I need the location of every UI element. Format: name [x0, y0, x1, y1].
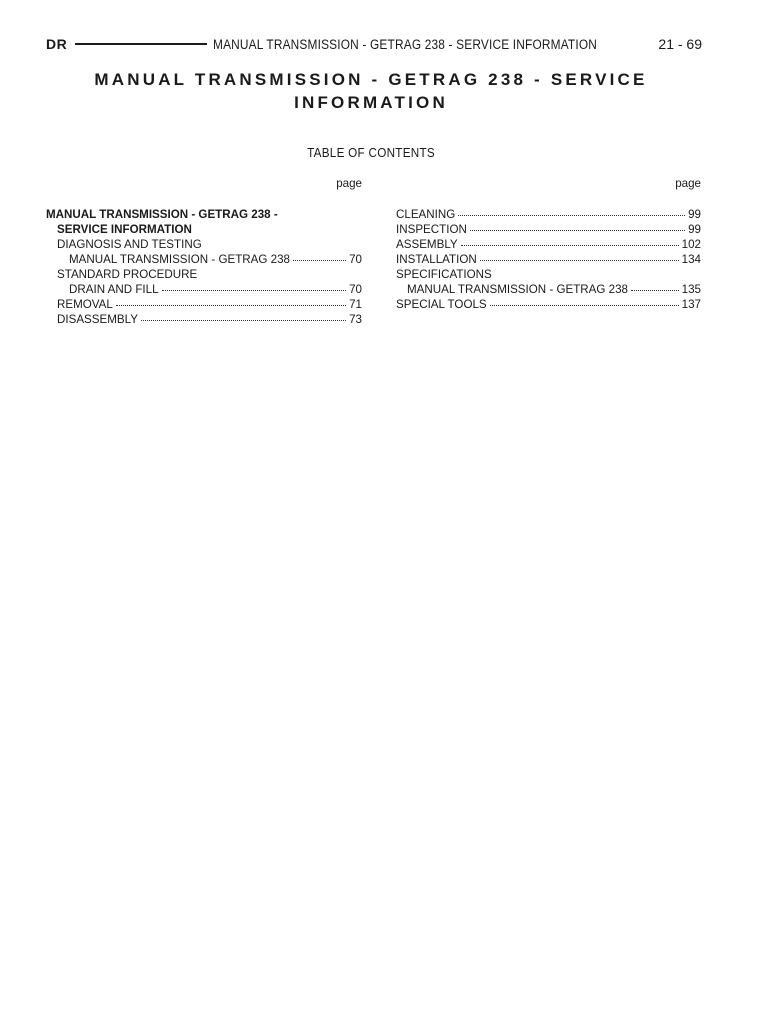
- toc-left-list: [46, 207, 362, 327]
- toc-entry-label: CLEANING: [396, 208, 456, 221]
- toc-entry-page: 70: [349, 283, 362, 296]
- dot-leader: [470, 230, 685, 231]
- toc-entry-page: 102: [681, 238, 701, 251]
- dot-leader: [293, 260, 346, 261]
- toc-entry-label: MANUAL TRANSMISSION - GETRAG 238: [69, 253, 290, 266]
- header-rule: [75, 43, 207, 45]
- toc-entry-label: DIAGNOSIS AND TESTING: [57, 238, 202, 251]
- toc-left-column: [46, 176, 362, 327]
- toc-entry-label: INSPECTION: [396, 223, 467, 236]
- section-code: DR: [46, 36, 68, 52]
- toc-entry-page: 71: [349, 298, 362, 311]
- toc-entry-page: 70: [349, 253, 362, 266]
- page-number: 21 - 69: [658, 36, 702, 52]
- toc-heading: [0, 145, 742, 160]
- toc-entry-page: 99: [688, 208, 701, 221]
- dot-leader: [631, 290, 679, 291]
- toc-entry-page: 73: [349, 313, 362, 326]
- toc-entry-label: SPECIFICATIONS: [396, 268, 492, 281]
- toc-right-column: [396, 176, 701, 312]
- page-title: [0, 68, 742, 114]
- toc-entry[interactable]: [46, 237, 362, 252]
- page-title-line-1: MANUAL TRANSMISSION - GETRAG 238 - SERVICE: [94, 70, 648, 89]
- dot-leader: [461, 245, 679, 246]
- toc-entry[interactable]: [46, 207, 362, 222]
- toc-entry-label: SPECIAL TOOLS: [396, 298, 487, 311]
- toc-entry-label: MANUAL TRANSMISSION - GETRAG 238: [407, 283, 628, 296]
- toc-entry-label: MANUAL TRANSMISSION - GETRAG 238 -: [46, 208, 278, 221]
- toc-entry[interactable]: [46, 282, 362, 297]
- toc-entry-page: 134: [681, 253, 701, 266]
- page-column-label: page: [675, 177, 701, 190]
- dot-leader: [162, 290, 347, 291]
- dot-leader: [458, 215, 685, 216]
- toc-entry-page: 99: [688, 223, 701, 236]
- page-title-line-2: INFORMATION: [294, 93, 448, 112]
- toc-entry[interactable]: [46, 267, 362, 282]
- toc-entry[interactable]: [46, 297, 362, 312]
- toc-entry-label: DISASSEMBLY: [57, 313, 138, 326]
- dot-leader: [141, 320, 346, 321]
- toc-right-list: [396, 207, 701, 312]
- running-header: [46, 34, 702, 54]
- toc-entry-label: REMOVAL: [57, 298, 113, 311]
- toc-entry-label: STANDARD PROCEDURE: [57, 268, 198, 281]
- toc-entry-label: ASSEMBLY: [396, 238, 458, 251]
- page-column-label: page: [336, 177, 362, 190]
- toc-entry-label: INSTALLATION: [396, 253, 477, 266]
- toc-entry[interactable]: [396, 297, 701, 312]
- toc-entry-label: SERVICE INFORMATION: [57, 223, 192, 236]
- toc-entry-page: 135: [681, 283, 701, 296]
- toc-entry[interactable]: [396, 237, 701, 252]
- toc-entry[interactable]: [46, 222, 362, 237]
- dot-leader: [490, 305, 679, 306]
- toc-heading-text: TABLE OF CONTENTS: [307, 145, 435, 160]
- toc-entry[interactable]: [46, 252, 362, 267]
- toc-entry[interactable]: [396, 282, 701, 297]
- toc-entry[interactable]: [396, 207, 701, 222]
- running-title: MANUAL TRANSMISSION - GETRAG 238 - SERVICE INFORMATION: [213, 36, 598, 52]
- toc-entry[interactable]: [396, 222, 701, 237]
- toc-entry[interactable]: [396, 252, 701, 267]
- toc-entry-label: DRAIN AND FILL: [69, 283, 159, 296]
- dot-leader: [480, 260, 679, 261]
- toc-entry[interactable]: [46, 312, 362, 327]
- toc-entry-page: 137: [681, 298, 701, 311]
- dot-leader: [116, 305, 346, 306]
- toc-entry[interactable]: [396, 267, 701, 282]
